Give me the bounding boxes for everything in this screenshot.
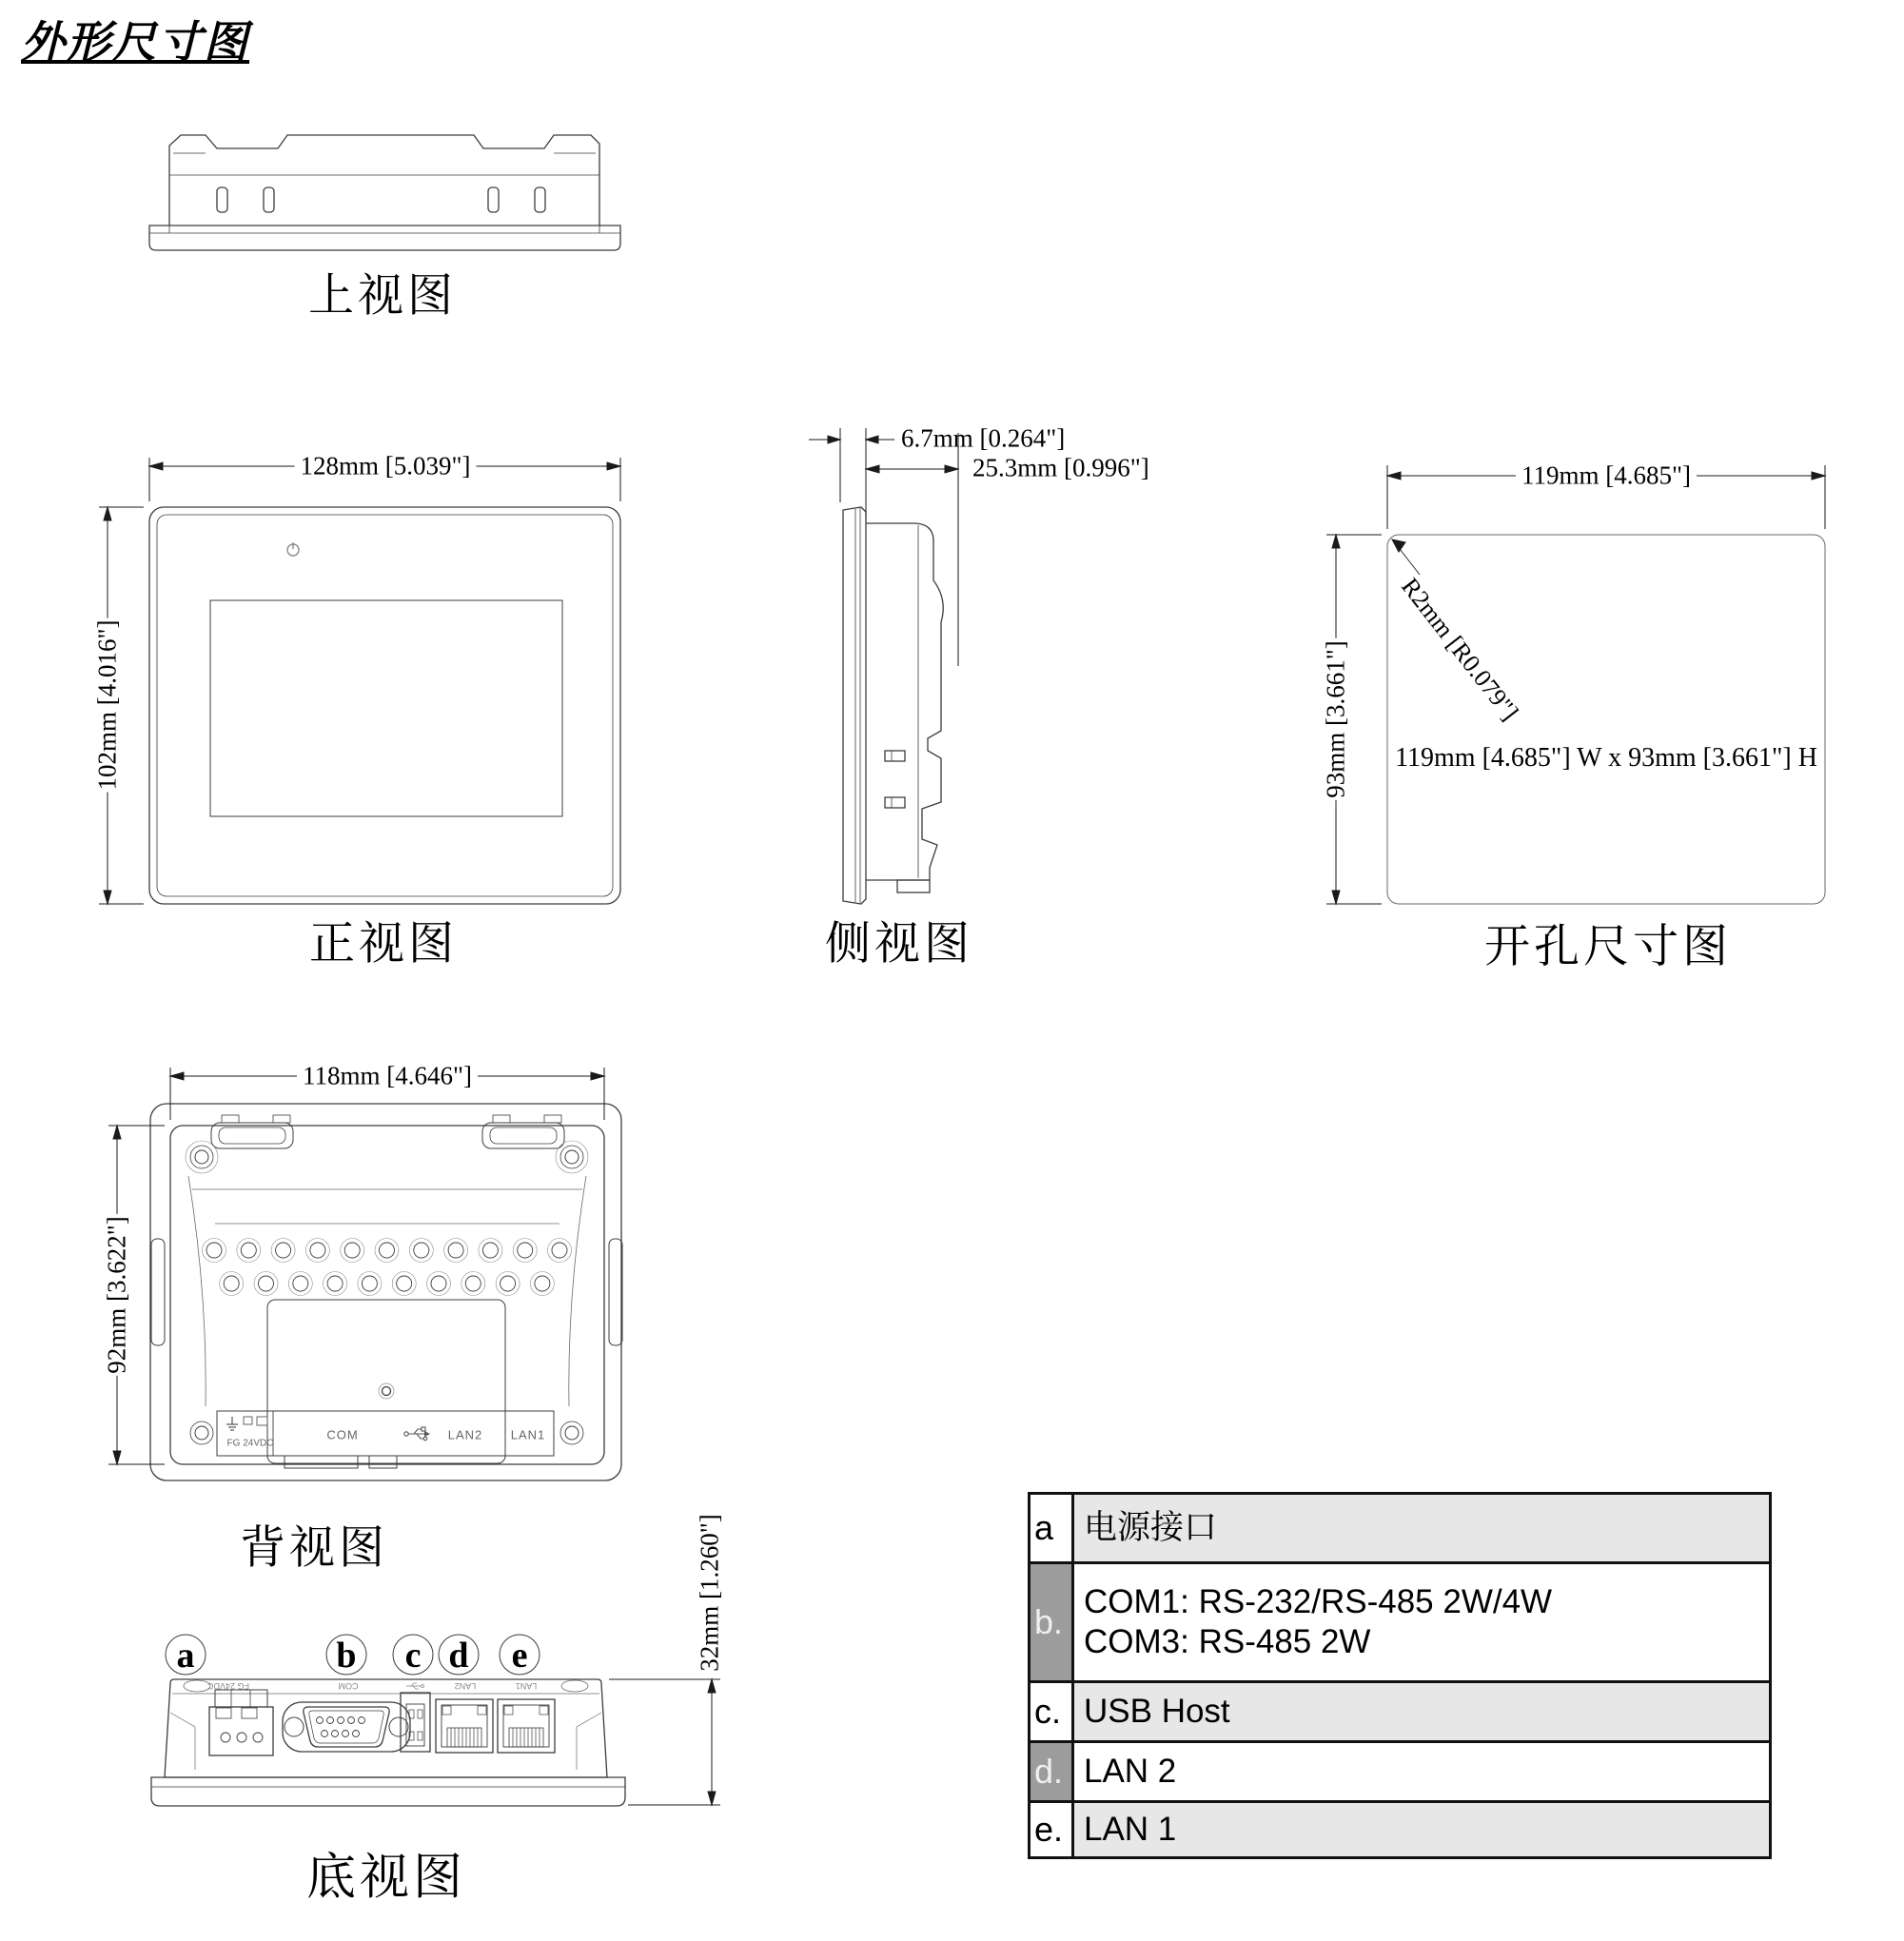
- com-port-label: COM: [338, 1681, 359, 1691]
- usb-connector-drawing: [401, 1693, 430, 1752]
- legend-text-lan1: LAN 1: [1084, 1811, 1177, 1848]
- table-row: [1031, 1561, 1769, 1680]
- front-view-drawing: [99, 458, 620, 904]
- legend-text-com1: COM1: RS-232/RS-485 2W/4W: [1084, 1583, 1553, 1620]
- callout-a: a: [176, 1636, 195, 1676]
- front-height-dimension: 102mm [4.016"]: [91, 618, 125, 792]
- front-view-label: 正视图: [308, 918, 459, 970]
- legend-text-lan2: LAN 2: [1084, 1753, 1177, 1790]
- callout-c: c: [404, 1636, 422, 1676]
- legend-text-power: 电源接口: [1084, 1509, 1218, 1546]
- usb-icon: [404, 1427, 430, 1441]
- bottom-view-drawing: [151, 1635, 720, 1806]
- cutout-radius-dimension: R2mm [R0.079"]: [1396, 573, 1524, 726]
- legend-key-e: e.: [1031, 1803, 1074, 1856]
- back-height-dimension: 92mm [3.622"]: [101, 1214, 134, 1376]
- callout-d: d: [448, 1636, 469, 1676]
- usb-icon: [406, 1683, 424, 1689]
- table-row: [1031, 1680, 1769, 1740]
- legend-key-c: c.: [1031, 1683, 1074, 1740]
- legend-key-d: d.: [1031, 1743, 1074, 1800]
- top-view-drawing: [149, 135, 620, 250]
- legend-text-com3: COM3: RS-485 2W: [1084, 1623, 1371, 1660]
- lan1-port-label: LAN1: [510, 1427, 546, 1442]
- table-row: [1031, 1800, 1769, 1856]
- lan1-port-label: LAN1: [515, 1681, 538, 1691]
- legend-text-usb: USB Host: [1084, 1693, 1230, 1730]
- table-row: [1031, 1495, 1769, 1561]
- lan1-connector-drawing: [498, 1699, 555, 1753]
- ground-icon: [226, 1417, 238, 1430]
- page-title: 外形尺寸图: [21, 18, 249, 67]
- lan2-port-label: LAN2: [454, 1681, 477, 1691]
- bottom-depth-dimension: 32mm [1.260"]: [695, 1514, 724, 1672]
- power-connector-drawing: [209, 1690, 273, 1755]
- back-width-dimension: 118mm [4.646"]: [297, 1062, 478, 1091]
- lan2-port-label: LAN2: [447, 1427, 483, 1442]
- side-view-drawing: [809, 428, 958, 904]
- side-depth-dimension: 25.3mm [0.996"]: [972, 453, 1149, 482]
- side-bezel-dimension: 6.7mm [0.264"]: [901, 423, 1066, 453]
- com-connector-drawing: [283, 1702, 410, 1752]
- port-legend-table: [1028, 1492, 1772, 1859]
- cutout-drawing: [1326, 465, 1825, 904]
- top-view-label: 上视图: [307, 270, 458, 322]
- power-port-label: FG 24VDC: [206, 1681, 250, 1691]
- callout-b: b: [336, 1636, 357, 1676]
- com-port-label: COM: [326, 1427, 359, 1442]
- cutout-note: 119mm [4.685"] W x 93mm [3.661"] H: [1395, 743, 1817, 773]
- lan2-connector-drawing: [436, 1699, 493, 1753]
- bottom-view-label: 底视图: [305, 1851, 467, 1906]
- back-view-label: 背视图: [239, 1522, 389, 1574]
- cutout-width-dimension: 119mm [4.685"]: [1516, 461, 1697, 491]
- legend-key-a: a: [1031, 1495, 1074, 1561]
- cutout-view-label: 开孔尺寸图: [1483, 921, 1733, 972]
- cutout-height-dimension: 93mm [3.661"]: [1320, 638, 1353, 800]
- power-led-icon: [287, 542, 299, 556]
- power-port-label: FG 24VDC: [226, 1438, 274, 1449]
- front-width-dimension: 128mm [5.039"]: [294, 452, 476, 481]
- back-view-drawing: [108, 1068, 622, 1480]
- callout-e: e: [511, 1636, 528, 1676]
- side-view-label: 侧视图: [824, 918, 974, 970]
- table-row: [1031, 1740, 1769, 1800]
- legend-key-b: b.: [1031, 1564, 1074, 1680]
